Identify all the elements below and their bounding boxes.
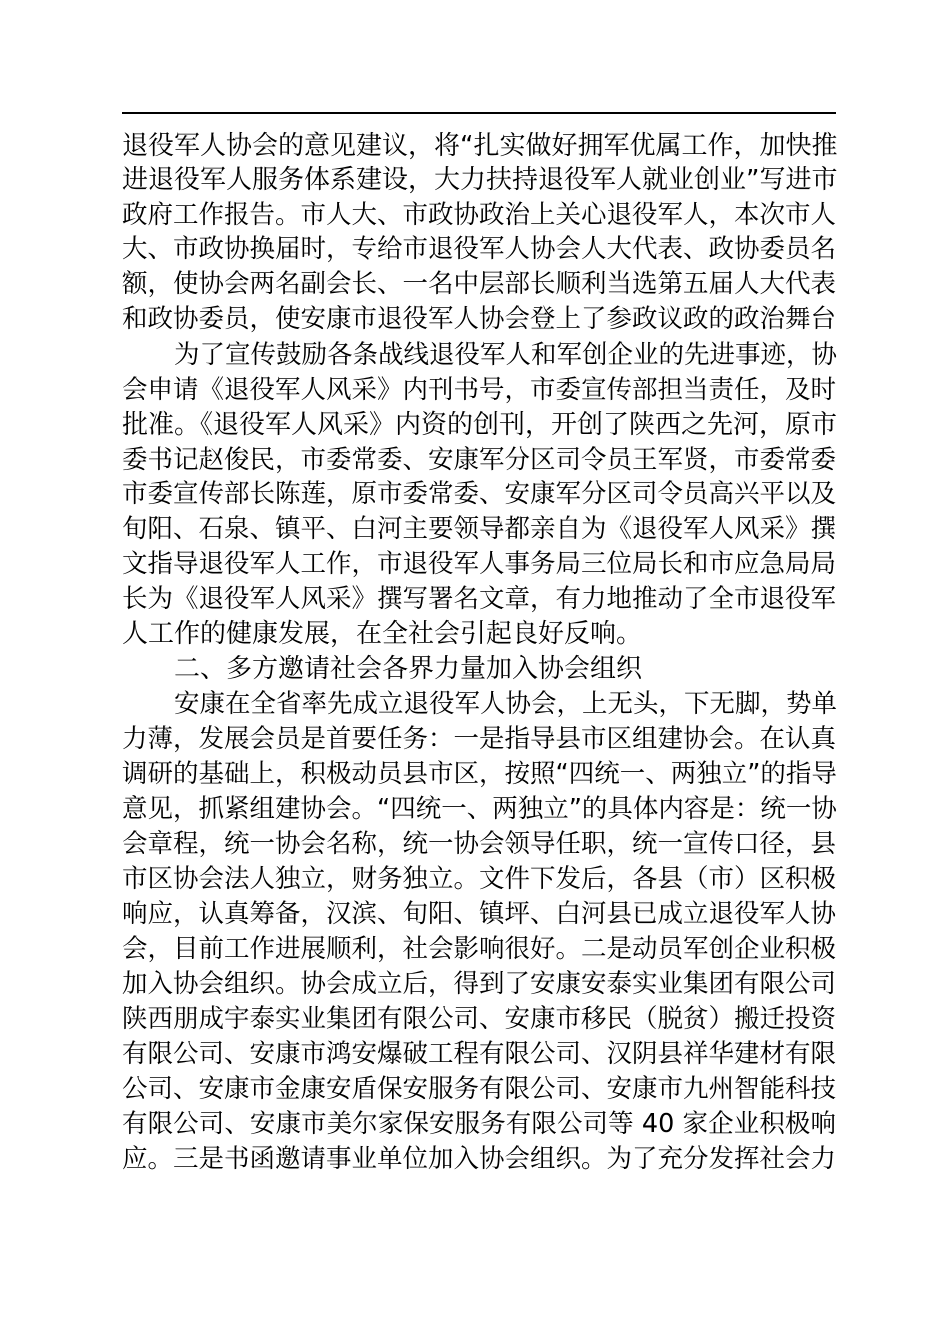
text-line: 力薄，发展会员是首要任务：一是指导县市区组建协会。在认真 [122, 724, 837, 754]
text-line: 退役军人协会的意见建议，将“扎实做好拥军优属工作，加快推 [122, 131, 838, 161]
text-line: 市委宣传部长陈莲，原市委常委、安康军分区司令员高兴平以及 [122, 479, 837, 509]
text-line: 意见，抓紧组建协会。“四统一、两独立”的具体内容是：统一协 [122, 794, 837, 824]
text-line: 批准。《退役军人风采》内资的创刊，开创了陕西之先河，原市 [122, 410, 838, 440]
text-line: 加入协会组织。协会成立后，得到了安康安泰实业集团有限公司 [122, 969, 837, 999]
text-line: 额，使协会两名副会长、一名中层部长顺利当选第五届人大代表 [122, 269, 837, 299]
text-line: 应。三是书函邀请事业单位加入协会组织。为了充分发挥社会力 [122, 1144, 837, 1174]
paragraph-first-line: 安康在全省率先成立退役军人协会，上无头，下无脚，势单 [174, 689, 838, 719]
text-line: 会申请《退役军人风采》内刊书号，市委宣传部担当责任，及时 [122, 375, 837, 405]
text-line: 会章程，统一协会名称，统一协会领导任职，统一宣传口径，县 [122, 829, 837, 859]
text-line: 和政协委员，使安康市退役军人协会登上了参政议政的政治舞台 [122, 304, 837, 334]
text-line: 市区协会法人独立，财务独立。文件下发后，各县（市）区积极 [122, 864, 837, 894]
text-line: 公司、安康市金康安盾保安服务有限公司、安康市九州智能科技 [122, 1074, 837, 1104]
section-heading: 二、多方邀请社会各界力量加入协会组织 [174, 654, 643, 684]
text-line: 有限公司、安康市鸿安爆破工程有限公司、汉阴县祥华建材有限 [122, 1039, 837, 1069]
text-line: 旬阳、石泉、镇平、白河主要领导都亲自为《退役军人风采》撰 [122, 514, 837, 544]
header-rule [122, 112, 836, 114]
text-line: 陕西朋成宇泰实业集团有限公司、安康市移民（脱贫）搬迁投资 [122, 1004, 837, 1034]
text-line: 政府工作报告。市人大、市政协政治上关心退役军人，本次市人 [122, 200, 837, 230]
text-line: 有限公司、安康市美尔家保安服务有限公司等 40 家企业积极响 [122, 1109, 836, 1139]
text-line: 长为《退役军人风采》撰写署名文章，有力地推动了全市退役军 [122, 584, 837, 614]
text-line: 进退役军人服务体系建设，大力扶持退役军人就业创业”写进市 [122, 165, 838, 195]
paragraph-last-line: 人工作的健康发展，在全社会引起良好反响。 [122, 619, 643, 649]
text-line: 文指导退役军人工作，市退役军人事务局三位局长和市应急局局 [122, 549, 837, 579]
paragraph-first-line: 为了宣传鼓励各条战线退役军人和军创企业的先进事迹，协 [174, 340, 838, 370]
text-line: 会，目前工作进展顺利，社会影响很好。二是动员军创企业积极 [122, 934, 837, 964]
text-line: 委书记赵俊民，市委常委、安康军分区司令员王军贤，市委常委 [122, 445, 837, 475]
text-line: 大、市政协换届时，专给市退役军人协会人大代表、政协委员名 [122, 234, 837, 264]
text-line: 响应，认真筹备，汉滨、旬阳、镇坪、白河县已成立退役军人协 [122, 899, 837, 929]
text-line: 调研的基础上，积极动员县市区，按照“四统一、两独立”的指导 [122, 759, 837, 789]
